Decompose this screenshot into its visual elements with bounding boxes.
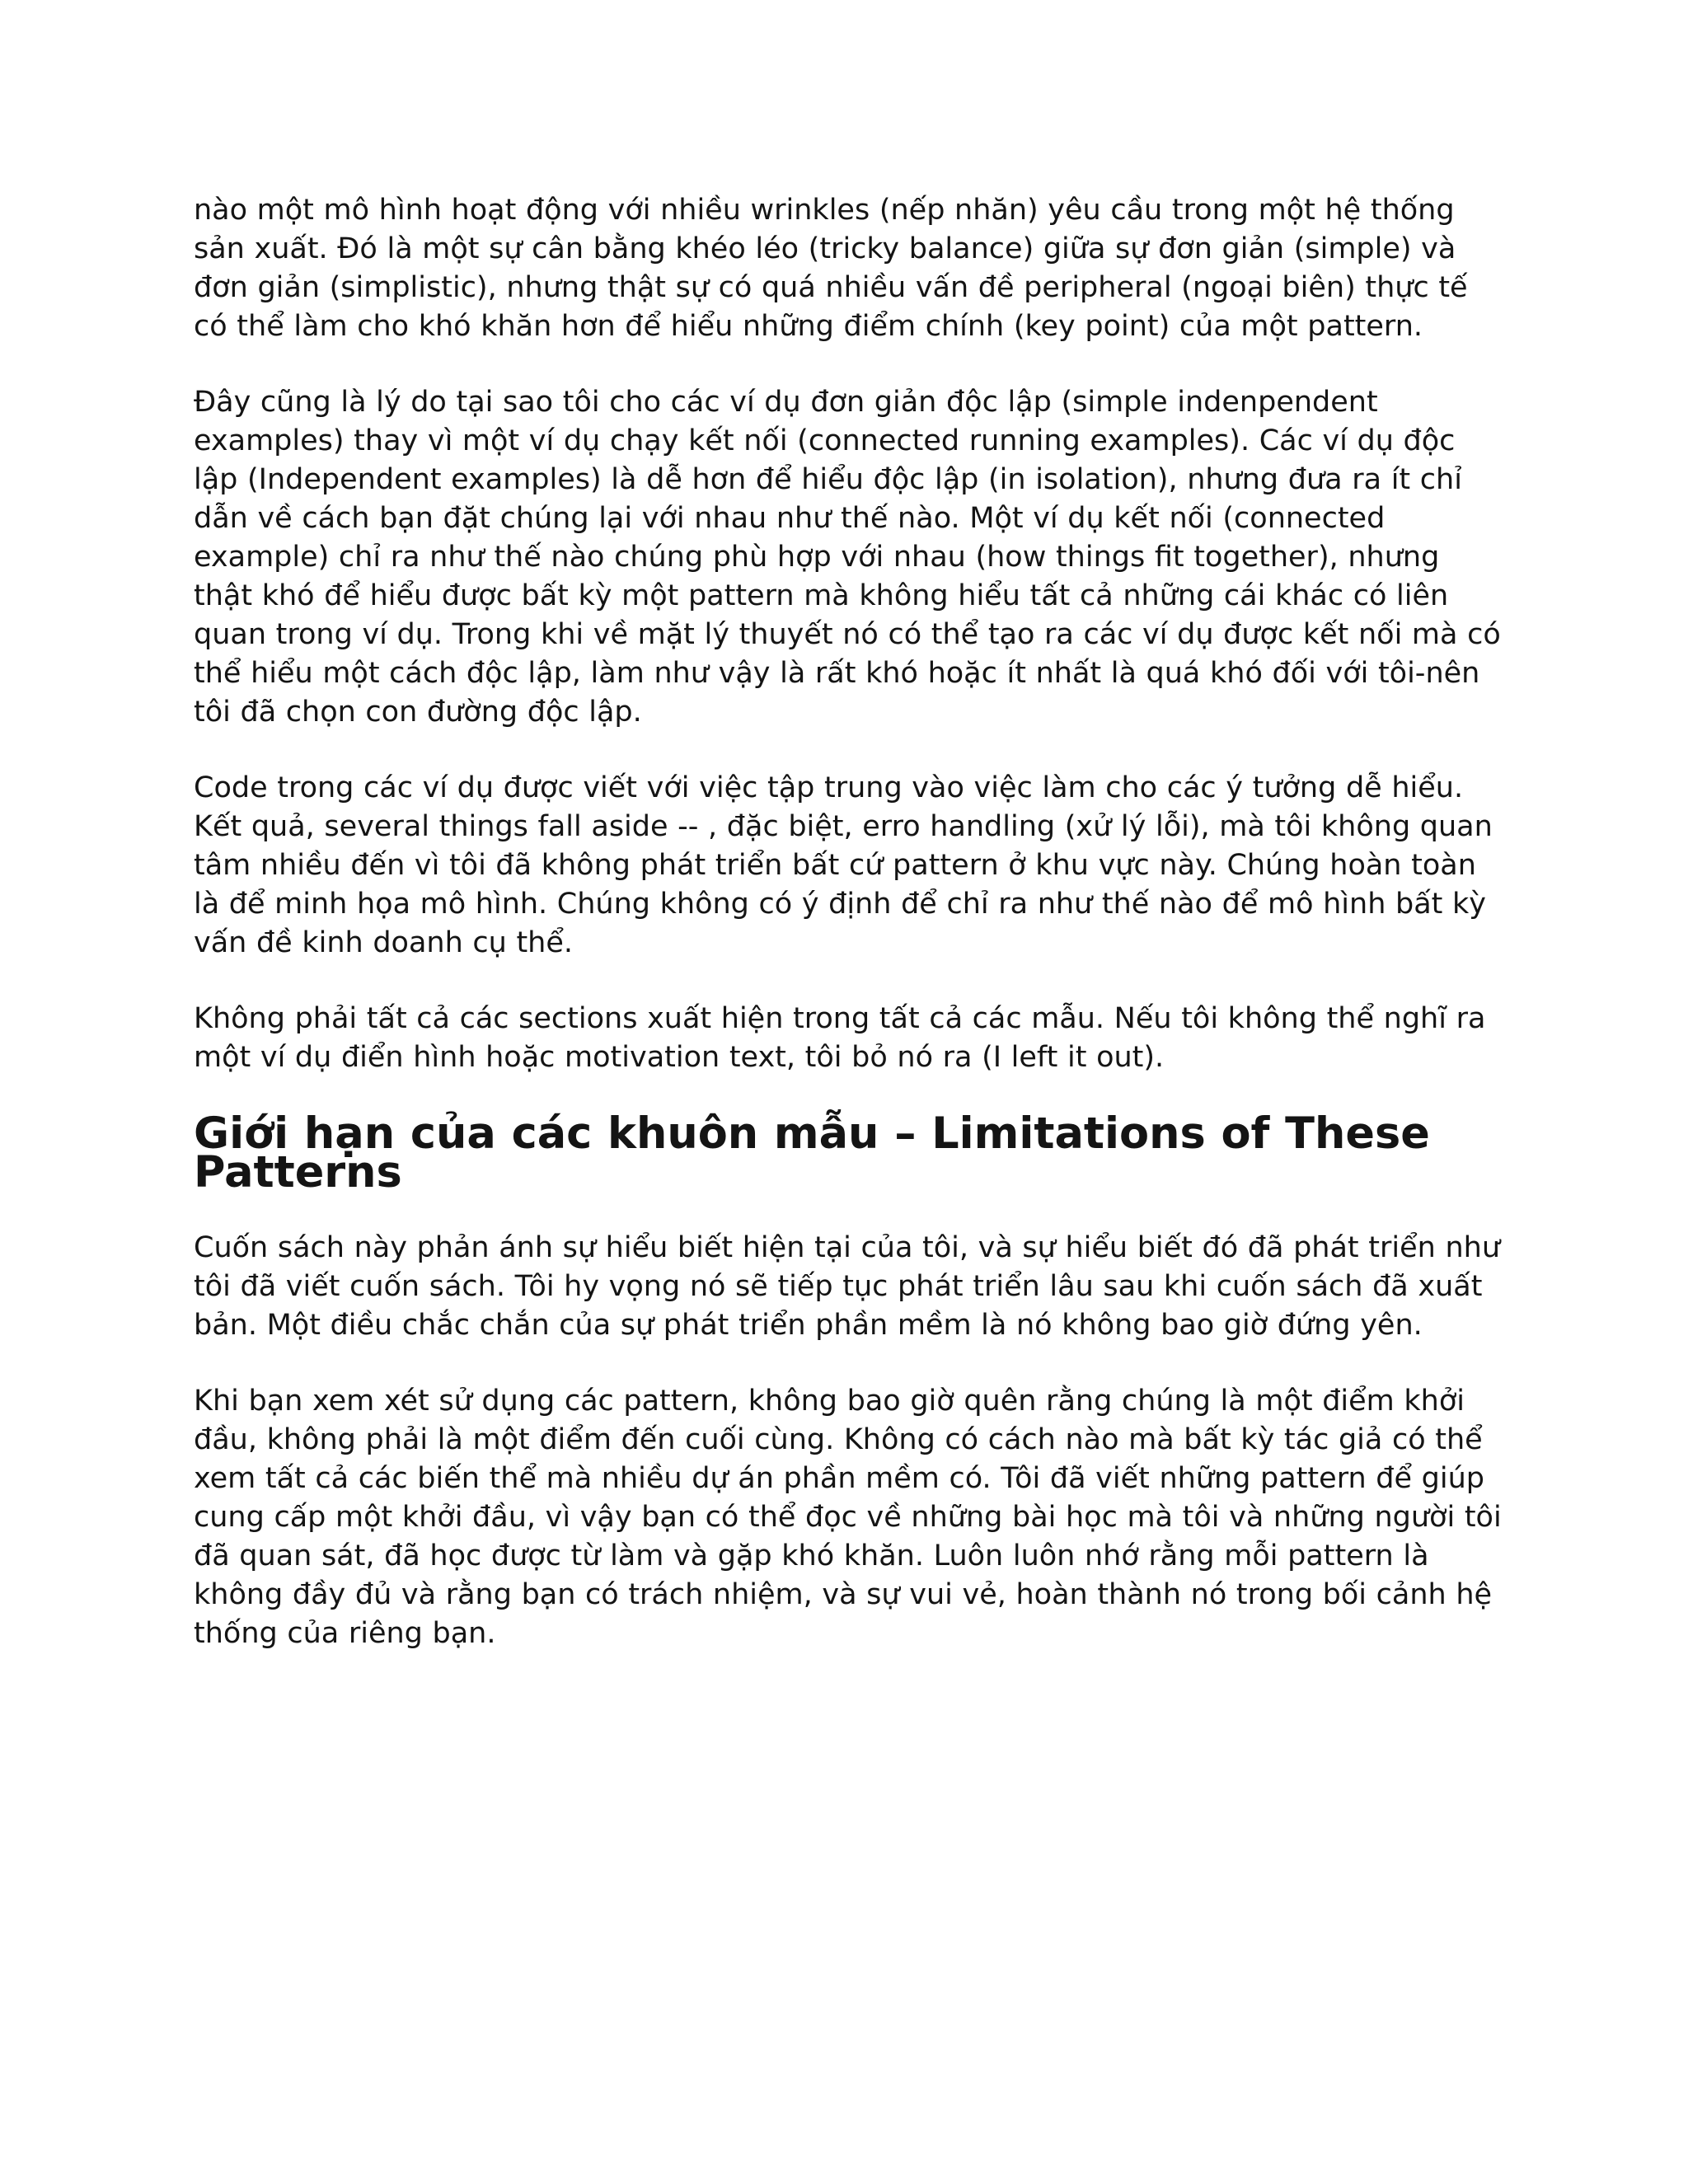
paragraph-starting-point: Khi bạn xem xét sử dụng các pattern, không bao giờ quên rằng chúng là một điểm khởi đầu, không phải là một điểm đến cuối cùng. Không có cách nào mà bất kỳ tác giả có thể xem tất cả các biến thể mà nhiều dự án phần mềm có. Tôi đã viết những pattern để giúp cung cấp một khởi đầu, vì vậy bạn có thể đọc về những bài học mà tôi và những người tôi đã quan sát, đã học được từ làm và gặp khó khăn. Luôn luôn nhớ rằng mỗi pattern là không đầy đủ và rằng bạn có trách nhiệm, và sự vui vẻ, hoàn thành nó trong bối cảnh hệ thống của riêng bạn. xyxy=(194,1385,1502,1650)
paragraph-sections: Không phải tất cả các sections xuất hiện trong tất cả các mẫu. Nếu tôi không thể nghĩ ra một ví dụ điển hình hoặc motivation text, tôi bỏ nó ra (I left it out). xyxy=(194,1002,1486,1074)
section-heading-limitations: Giới hạn của các khuôn mẫu – Limitations of These Patterns xyxy=(194,1108,1430,1197)
document-page xyxy=(194,191,1504,1690)
paragraph-code-examples: Code trong các ví dụ được viết với việc tập trung vào việc làm cho các ý tưởng dễ hiểu. Kết quả, several things fall aside -- , đặc biệt, erro handling (xử lý lỗi), mà tôi không quan tâm nhiều đến vì tôi đã không phát triển bất cứ pattern ở khu vực này. Chúng hoàn toàn là để minh họa mô hình. Chúng không có ý định để chỉ ra như thế nào để mô hình bất kỳ vấn đề kinh doanh cụ thể. xyxy=(194,771,1493,959)
paragraph-production-wrinkles: nào một mô hình hoạt động với nhiều wrinkles (nếp nhăn) yêu cầu trong một hệ thống sản xuất. Đó là một sự cân bằng khéo léo (tricky balance) giữa sự đơn giản (simple) và đơn giản (simplistic), nhưng thật sự có quá nhiều vấn đề peripheral (ngoại biên) thực tế có thể làm cho khó khăn hơn để hiểu những điểm chính (key point) của một pattern. xyxy=(194,194,1468,343)
paragraph-book-understanding: Cuốn sách này phản ánh sự hiểu biết hiện tại của tôi, và sự hiểu biết đó đã phát triển như tôi đã viết cuốn sách. Tôi hy vọng nó sẽ tiếp tục phát triển lâu sau khi cuốn sách đã xuất bản. Một điều chắc chắn của sự phát triển phần mềm là nó không bao giờ đứng yên. xyxy=(194,1231,1500,1342)
paragraph-independent-examples: Đây cũng là lý do tại sao tôi cho các ví dụ đơn giản độc lập (simple indenpendent examples) thay vì một ví dụ chạy kết nối (connected running examples). Các ví dụ độc lập (Independent examples) là dễ hơn để hiểu độc lập (in isolation), nhưng đưa ra ít chỉ dẫn về cách bạn đặt chúng lại với nhau như thế nào. Một ví dụ kết nối (connected example) chỉ ra như thế nào chúng phù hợp với nhau (how things fit together), nhưng thật khó để hiểu được bất kỳ một pattern mà không hiểu tất cả những cái khác có liên quan trong ví dụ. Trong khi về mặt lý thuyết nó có thể tạo ra các ví dụ được kết nối mà có thể hiểu một cách độc lập, làm như vậy là rất khó hoặc ít nhất là quá khó đối với tôi-nên tôi đã chọn con đường độc lập. xyxy=(194,386,1501,729)
